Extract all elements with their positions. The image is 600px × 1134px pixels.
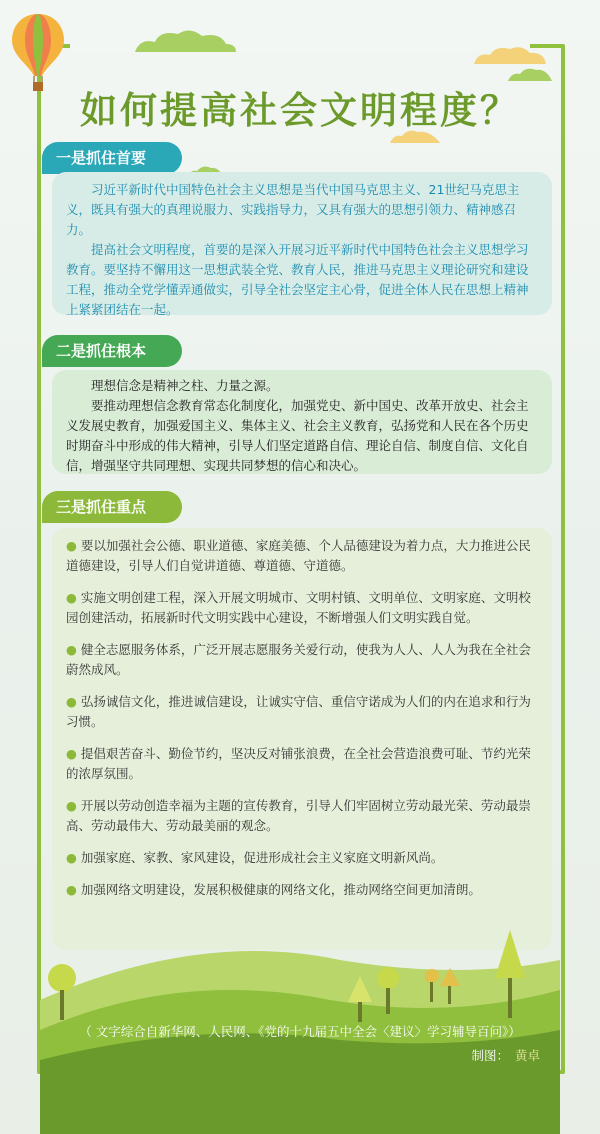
paragraph: 要推动理想信念教育常态化制度化，加强党史、新中国史、改革开放史、社会主义发展史教育，加强爱国主义、集体主义、社会主义教育，弘扬党和人民在各个历史时期奋斗中形成的伟大精神，引导人们坚定道路自信、理论自信、制度自信、文化自信，增强坚守共同理想、实现共同梦想的信心和决心。 <box>66 398 529 473</box>
tree-icon <box>48 964 76 992</box>
landscape-illustration <box>0 860 600 1134</box>
tree-icon <box>425 969 439 983</box>
cloud-icon <box>470 44 550 66</box>
section-heading-1: 一是抓住首要 <box>42 142 182 174</box>
tree-icon <box>377 967 399 989</box>
section-panel-1 <box>52 172 552 315</box>
list-item: ● 加强网络文明建设，发展积极健康的网络文化，推动网络空间更加清朗。 <box>66 882 481 897</box>
credit-name: 黄卓 <box>514 1048 540 1063</box>
section-heading-3: 三是抓住重点 <box>42 491 182 523</box>
bullet-icon: ● <box>66 538 77 553</box>
paragraph: 提高社会文明程度，首要的是深入开展习近平新时代中国特色社会主义思想学习教育。要坚持不懈用这一思想武装全党、教育人民，推进马克思主义理论研究和建设工程，推动全党学懂弄通做实，引导全社会坚定主心骨，促进全体人民在思想上精神上紧紧团结在一起。 <box>66 242 529 317</box>
list-item: ● 弘扬诚信文化，推进诚信建设，让诚实守信、重信守诺成为人们的内在追求和行为习惯。 <box>66 694 531 729</box>
bullet-icon: ● <box>66 746 77 761</box>
bullet-icon: ● <box>66 882 77 897</box>
list-item: ● 健全志愿服务体系，广泛开展志愿服务关爱行动，使我为人人、人人为我在全社会蔚然成风。 <box>66 642 531 677</box>
tree-icon <box>495 930 525 978</box>
credit <box>471 1046 540 1064</box>
paragraph: 理想信念是精神之柱、力量之源。 <box>91 378 279 393</box>
bullet-icon: ● <box>66 642 77 657</box>
credit-label: 制图： <box>471 1048 509 1063</box>
list-item: ● 提倡艰苦奋斗、勤俭节约，坚决反对铺张浪费，在全社会营造浪费可耻、节约光荣的浓厚氛围。 <box>66 746 531 781</box>
list-item: ● 加强家庭、家教、家风建设，促进形成社会主义家庭文明新风尚。 <box>66 850 444 865</box>
page-title: 如何提高社会文明程度？ <box>80 89 520 132</box>
paragraph: 习近平新时代中国特色社会主义思想是当代中国马克思主义、21世纪马克思主义，既具有强大的真理说服力、实践指导力，又具有强大的思想引领力、精神感召力。 <box>66 182 520 237</box>
cloud-icon <box>130 28 240 54</box>
list-item: ● 开展以劳动创造幸福为主题的宣传教育，引导人们牢固树立劳动最光荣、劳动最崇高、劳动最伟大、劳动最美丽的观念。 <box>66 798 531 833</box>
bullet-icon: ● <box>66 798 77 813</box>
section-heading-2: 二是抓住根本 <box>42 335 182 367</box>
list-item: ● 实施文明创建工程，深入开展文明城市、文明村镇、文明单位、文明家庭、文明校园创建活动，拓展新时代文明实践中心建设，不断增强人们文明实践自觉。 <box>66 590 531 625</box>
section-panel-2 <box>52 370 552 474</box>
bullet-icon: ● <box>66 850 77 865</box>
bullet-icon: ● <box>66 590 77 605</box>
list-item: ● 要以加强社会公德、职业道德、家庭美德、个人品德建设为着力点，大力推进公民道德建设，引导人们自觉讲道德、尊道德、守道德。 <box>66 538 531 573</box>
bullet-icon: ● <box>66 694 77 709</box>
source-note: （ 文字综合自新华网、人民网、《党的十九届五中全会〈建议〉学习辅导百问》） <box>79 1024 521 1039</box>
